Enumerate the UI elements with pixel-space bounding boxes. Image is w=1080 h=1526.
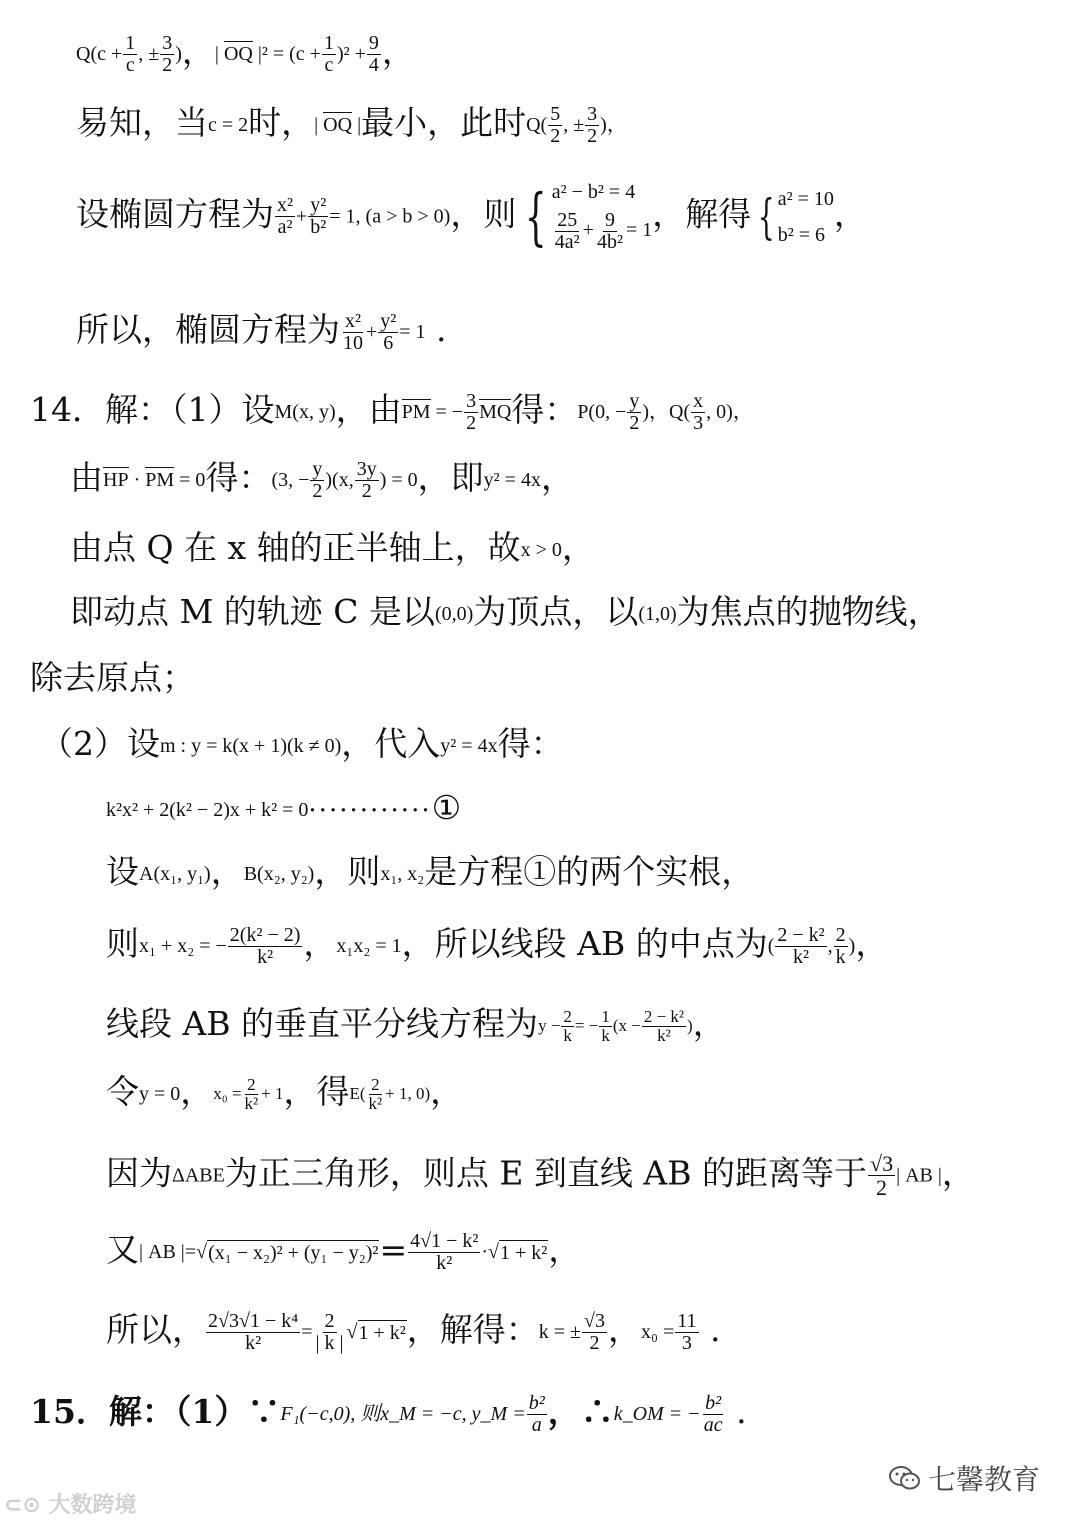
line-03: 设椭圆方程为 $\frac{\text{x²}}{\text{a²}}$ + $\frac{\text{y²}}{\text{b²}}$ = 1, (a > b > 0)，则 { a² − b² = 4 $\frac{25}{\text{4a²}}$ + $\frac{9}{\text{4b²}}$ = 1 ，解得 { a² = 10 b² = 6 ， [76, 179, 867, 253]
watermark-left: ⊂⊙ 大数跨境 [4, 1493, 137, 1518]
line-01: Q(c + $\frac{1}{c}$ , ± $\frac{3}{2}$ )，| OQ |² = (c + $\frac{1}{c}$ )² + $\frac{9}{4}$ ， [76, 31, 415, 76]
line-17: 又| AB |= √ (x₁ − x₂)² + (y₁ − y₂)² = $\frac{\text{4√1 − k²}}{\text{k²}}$ · √ 1 + k² ， [106, 1229, 582, 1274]
line-16: 因为ΔABE为正三角形，则点 E 到直线 AB 的距离等于 $\frac{√3}{2}$ | AB |， [106, 1151, 975, 1201]
line-12: 设A(x₁, y₁)，B(x₂, y₂)，则x₁, x₂是方程①的两个实根， [106, 852, 755, 891]
line-07: 由点 Q 在 x 轴的正半轴上，故x > 0， [70, 528, 595, 567]
line-14: 线段 AB 的垂直平分线方程为y − $\frac{2}{k}$ = − $\frac{1}{k}$ (x − $\frac{\text{2 − k²}}{\text{k²}}$ )， [106, 1004, 726, 1045]
line-15: 令y = 0，x₀ = $\frac{2}{\text{k²}}$ + 1，得E( $\frac{2}{\text{k²}}$ + 1, 0)， [106, 1072, 464, 1113]
line-08: 即动点 M 的轨迹 C 是以(0,0)为顶点，以(1,0)为焦点的抛物线， [70, 592, 941, 631]
line-11: k²x² + 2(k² − 2)x + k² = 0············① [106, 788, 462, 827]
problem-15-line-1: 15．解：（1）∵F₁(−c,0), 则x_M = −c, y_M = $\frac{\text{b²}}{a}$ ，∴k_OM = − $\frac{\text{b²}}{ac}$ . [30, 1391, 747, 1436]
line-09: 除去原点； [30, 658, 195, 697]
line-04: 所以，椭圆方程为 $\frac{\text{x²}}{10}$ + $\frac{\text{y²}}{6}$ = 1 . [76, 309, 447, 354]
equation-system-2: { a² = 10 b² = 6 [758, 187, 834, 246]
watermark-right: 七馨教育 [888, 1458, 1040, 1498]
line-18: 所以， $\frac{\text{2√3√1 − k⁴}}{\text{k²}}$ = $\frac{2}{| k |}$ √ 1 + k² ，解得：k = ± $\frac{√3}{2}$ ，x₀ = $\frac{11}{3}$ . [106, 1309, 721, 1354]
line-13: 则x₁ + x₂ = − $\frac{\text{2(k² − 2)}}{\text{k²}}$ ，x₁x₂ = 1，所以线段 AB 的中点为( $\frac{\text{2 − k²}}{\text{k²}}$ , $\frac{2}{k}$ )， [106, 923, 889, 968]
watermark-left-icon: ⊂⊙ [4, 1493, 41, 1518]
equation-system-1: { a² − b² = 4 $\frac{25}{\text{4a²}}$ + $\frac{9}{\text{4b²}}$ = 1 [525, 179, 653, 253]
wechat-icon [888, 1465, 922, 1491]
problem-14-line-1: 14．解：（1）设M(x, y)，由PM = − $\frac{3}{2}$ MQ得：P(0, − $\frac{y}{2}$ )，Q( $\frac{x}{3}$ , 0)， [30, 389, 753, 434]
line-10: （2）设m : y = k(x + 1)(k ≠ 0)，代入y² = 4x得： [40, 724, 564, 763]
line-02: 易知，当c = 2时，| OQ |最小，此时Q( $\frac{5}{2}$ , ± $\frac{3}{2}$ )， [76, 102, 627, 147]
line-06: 由HP · PM = 0得：(3, − $\frac{y}{2}$ )(x, $\frac{3y}{2}$ ) = 0，即y² = 4x， [70, 457, 574, 502]
